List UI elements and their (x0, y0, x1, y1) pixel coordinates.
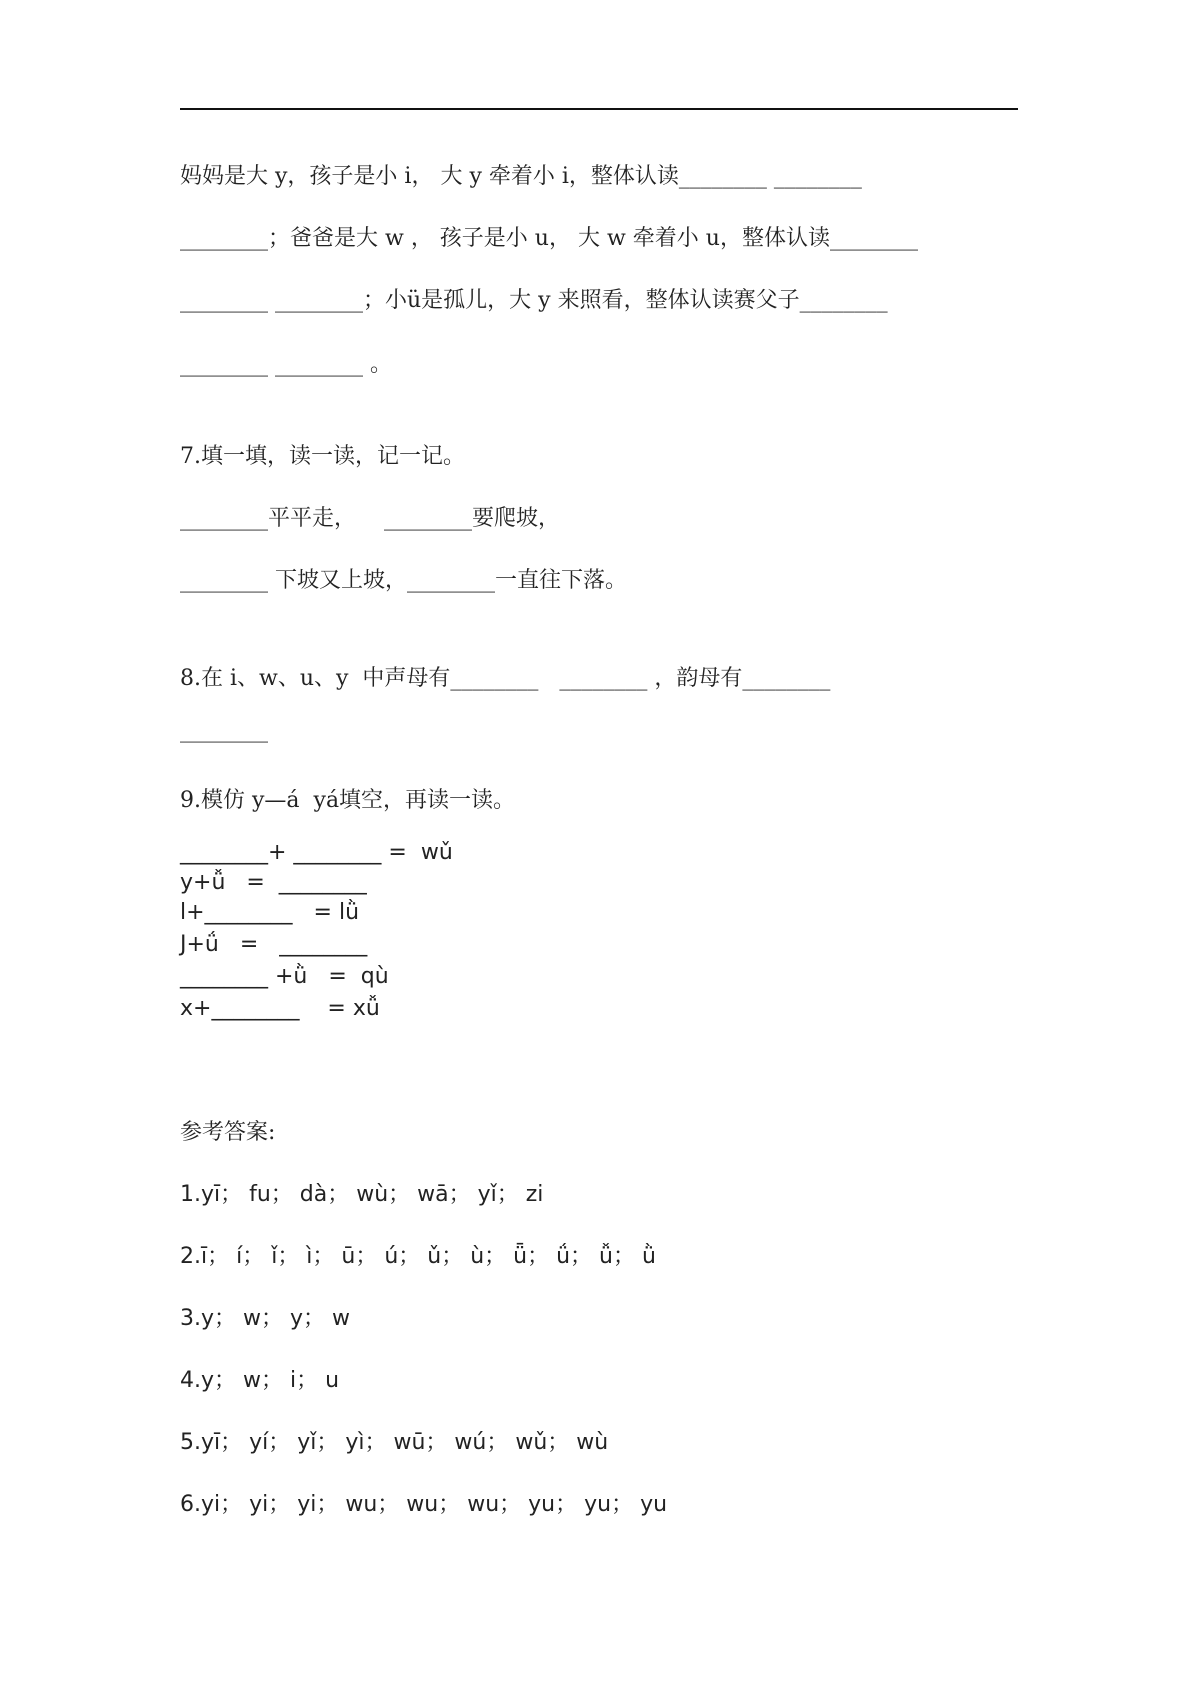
q9-row-1: ________+ ________ = wǔ (180, 840, 453, 865)
q9-row-4: J+ǘ = ________ (180, 932, 368, 957)
answer-item-3: 3.y； w； y； w (180, 1306, 350, 1331)
q9-row-2: y+ǚ = ________ (180, 870, 367, 895)
q6-line-1: 妈妈是大 y，孩子是小 i， 大 y 牵着小 i，整体认读________ ________ (180, 164, 862, 189)
q9-title: 9.模仿 y—á yá填空，再读一读。 (180, 788, 516, 813)
answers-heading: 参考答案: (180, 1120, 276, 1145)
answer-item-6: 6.yi； yi； yi； wu； wu； wu； yu； yu； yu (180, 1492, 668, 1517)
answer-item-4: 4.y； w； i； u (180, 1368, 340, 1393)
q7-line-1: ________平平走， ________要爬坡， (180, 506, 560, 531)
q8-line-1: 8.在 i、w、u、y 中声母有________ ________ ，韵母有________ (180, 666, 831, 691)
q7-line-2: ________ 下坡又上坡，________一直往下落。 (180, 568, 627, 593)
q9-row-5: ________ +ǜ = qù (180, 964, 389, 989)
q8-line-2: ________ (180, 718, 268, 743)
q6-line-3: ________ ________；小ü是孤儿，大 y 来照看，整体认读赛父子________ (180, 288, 888, 313)
q9-row-6: x+________ = xǚ (180, 996, 380, 1021)
top-divider (180, 108, 1018, 110)
answer-item-1: 1.yī； fu； dà； wù； wā； yǐ； zi (180, 1182, 544, 1207)
q6-line-2: ________；爸爸是大 w ， 孩子是小 u， 大 w 牵着小 u，整体认读________ (180, 226, 918, 251)
answer-item-2: 2.ī； í； ǐ； ì； ū； ú； ǔ； ù； ǖ； ǘ； ǚ； ǜ (180, 1244, 656, 1269)
q7-title: 7.填一填，读一读，记一记。 (180, 444, 465, 469)
q6-line-4: ________ ________ 。 (180, 352, 392, 377)
q9-row-3: l+________ = lǜ (180, 900, 360, 925)
answer-item-5: 5.yī； yí； yǐ； yì； wū； wú； wǔ； wù (180, 1430, 609, 1455)
